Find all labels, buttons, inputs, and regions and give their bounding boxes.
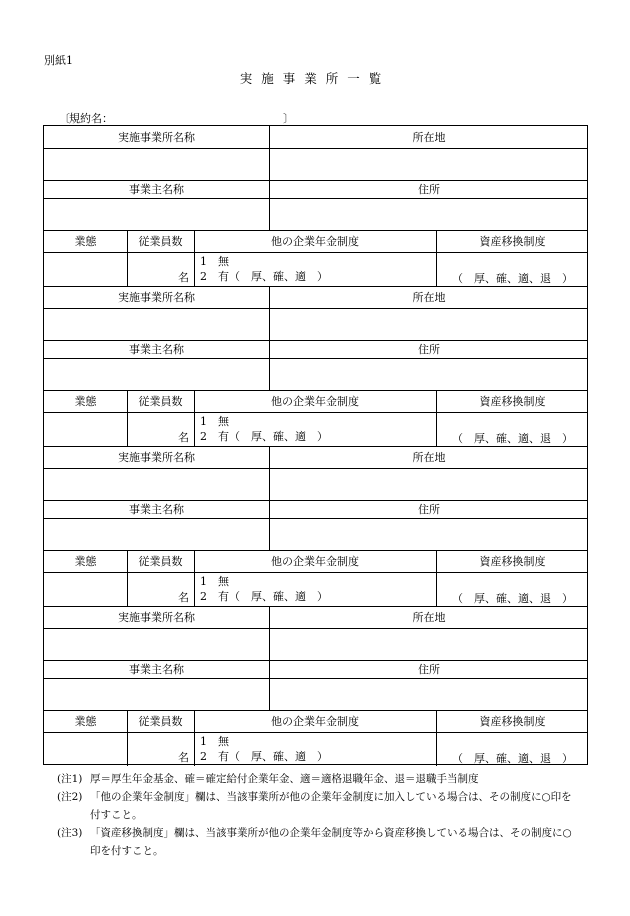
establishment-name-header: 実施事業所名称 [118,611,195,624]
person-unit-label: 名 [178,431,189,444]
address-header: 住所 [418,503,440,516]
employee-count-header: 従業員数 [138,395,183,408]
establishment-name-header: 実施事業所名称 [118,451,195,464]
location-input[interactable] [269,468,589,500]
employer-name-header: 事業主名称 [129,503,184,516]
note-text: 「資産移換制度」欄は、当該事業所が他の企業年金制度等から資産移換している場合は、その制度に○印を付すこと。 [90,827,572,857]
note-number: (注2) [57,791,83,803]
asset-transfer-options[interactable]: （ 厚、確、適、退 ） [452,752,573,765]
person-unit-label: 名 [178,271,189,284]
business-type-input[interactable] [44,412,127,446]
employer-name-input[interactable] [44,198,269,230]
asset-transfer-header: 資産移換制度 [479,235,546,248]
note-2 [57,788,577,824]
location-input[interactable] [269,148,589,180]
other-pension-option-yes[interactable]: 2 有（ 厚、確、適 ） [200,750,328,763]
employer-name-input[interactable] [44,678,269,710]
asset-transfer-header: 資産移換制度 [479,715,546,728]
note-number: (注3) [57,827,83,839]
establishment-name-input[interactable] [44,628,269,660]
note-3 [57,824,577,860]
establishment-list-table [43,125,588,765]
business-type-header: 業態 [74,395,97,408]
establishment-name-input[interactable] [44,308,269,340]
contract-open-bracket: 〔 [59,112,70,125]
asset-transfer-options[interactable]: （ 厚、確、適、退 ） [452,272,573,285]
business-type-header: 業態 [74,715,97,728]
address-input[interactable] [269,678,589,710]
business-type-input[interactable] [44,732,127,766]
business-type-header: 業態 [74,555,97,568]
address-input[interactable] [269,518,589,550]
page-title: 実施事業所一覧 [239,71,391,86]
other-pension-option-yes[interactable]: 2 有（ 厚、確、適 ） [200,430,328,443]
address-header: 住所 [418,183,440,196]
employer-name-header: 事業主名称 [129,663,184,676]
employer-name-input[interactable] [44,358,269,390]
address-input[interactable] [269,358,589,390]
employer-name-input[interactable] [44,518,269,550]
employee-count-input[interactable] [127,732,176,766]
other-pension-header: 他の企業年金制度 [271,715,359,728]
establishment-name-header: 実施事業所名称 [118,291,195,304]
contract-name-label: 規約名： [69,112,113,125]
note-text: 厚＝厚生年金基金、確＝確定給付企業年金、適＝適格退職年金、退＝退職手当制度 [90,773,479,785]
other-pension-header: 他の企業年金制度 [271,395,359,408]
business-type-header: 業態 [74,235,97,248]
notes-section [57,770,577,860]
employee-count-input[interactable] [127,572,176,606]
employee-count-input[interactable] [127,412,176,446]
address-header: 住所 [418,343,440,356]
establishment-name-input[interactable] [44,468,269,500]
establishment-name-input[interactable] [44,148,269,180]
employer-name-header: 事業主名称 [129,343,184,356]
attachment-label: 別紙1 [44,54,73,67]
other-pension-option-none[interactable]: 1 無 [200,255,229,268]
other-pension-option-none[interactable]: 1 無 [200,575,229,588]
other-pension-header: 他の企業年金制度 [271,235,359,248]
employee-count-header: 従業員数 [138,715,183,728]
other-pension-option-yes[interactable]: 2 有（ 厚、確、適 ） [200,590,328,603]
address-header: 住所 [418,663,440,676]
note-text: 「他の企業年金制度」欄は、当該事業所が他の企業年金制度に加入している場合は、その制度に○印を付すこと。 [90,791,572,821]
other-pension-option-none[interactable]: 1 無 [200,415,229,428]
contract-close-bracket: 〕 [283,112,294,125]
location-header: 所在地 [412,291,446,304]
employee-count-header: 従業員数 [138,555,183,568]
asset-transfer-header: 資産移換制度 [479,395,546,408]
note-1 [57,770,577,788]
business-type-input[interactable] [44,572,127,606]
note-number: (注1) [57,773,83,785]
address-input[interactable] [269,198,589,230]
person-unit-label: 名 [178,591,189,604]
location-header: 所在地 [412,611,446,624]
employee-count-header: 従業員数 [138,235,183,248]
location-input[interactable] [269,308,589,340]
employee-count-input[interactable] [127,252,176,286]
asset-transfer-options[interactable]: （ 厚、確、適、退 ） [452,592,573,605]
establishment-name-header: 実施事業所名称 [118,131,195,144]
asset-transfer-header: 資産移換制度 [479,555,546,568]
person-unit-label: 名 [178,751,189,764]
location-input[interactable] [269,628,589,660]
asset-transfer-options[interactable]: （ 厚、確、適、退 ） [452,432,573,445]
other-pension-option-none[interactable]: 1 無 [200,735,229,748]
other-pension-option-yes[interactable]: 2 有（ 厚、確、適 ） [200,270,328,283]
location-header: 所在地 [412,131,446,144]
other-pension-header: 他の企業年金制度 [271,555,359,568]
location-header: 所在地 [412,451,446,464]
employer-name-header: 事業主名称 [129,183,184,196]
business-type-input[interactable] [44,252,127,286]
